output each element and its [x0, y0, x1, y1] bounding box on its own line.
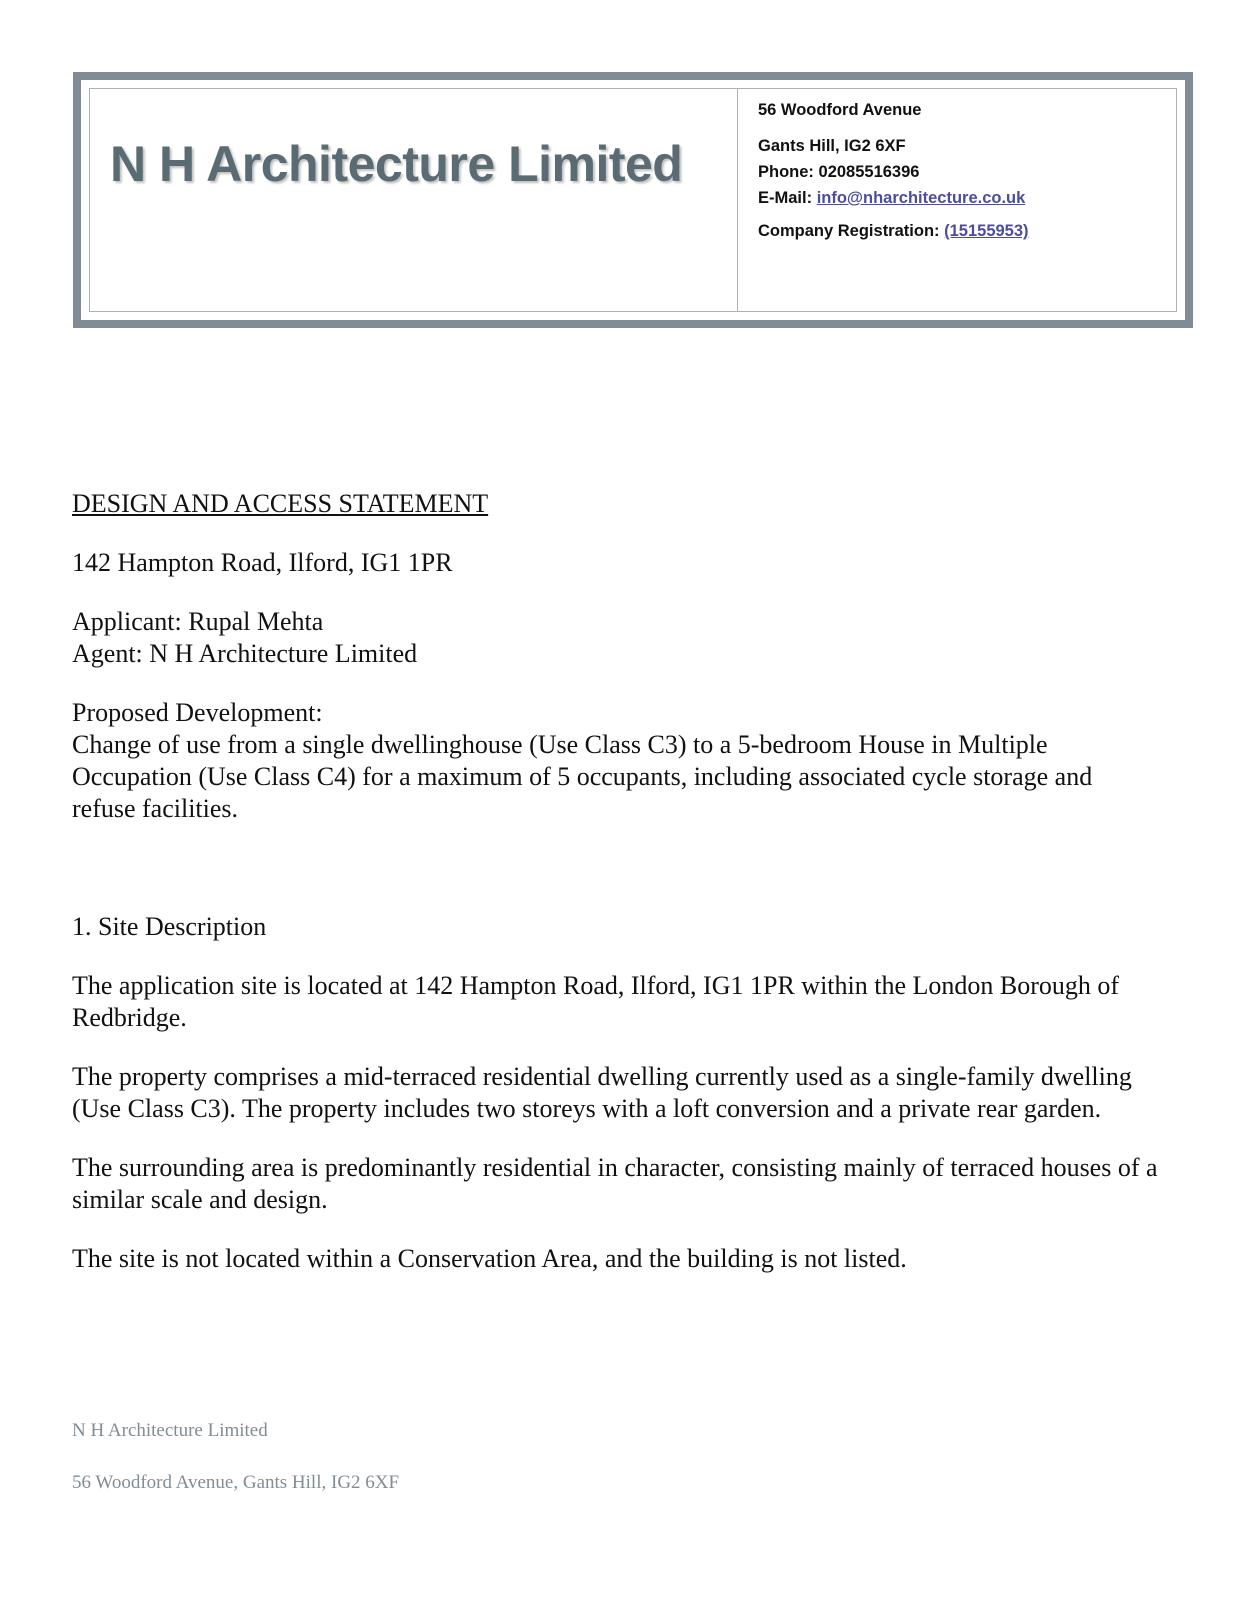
proposed-development-label: Proposed Development: — [72, 698, 323, 727]
street-address: 56 Woodford Avenue — [758, 101, 922, 119]
phone-number: 02085516396 — [818, 163, 920, 181]
agent-line: Agent: N H Architecture Limited — [72, 639, 418, 668]
letterhead-table — [89, 88, 1177, 312]
registration-label: Company Registration: — [758, 222, 940, 240]
footer-address: 56 Woodford Avenue, Gants Hill, IG2 6XF — [72, 1472, 400, 1493]
paragraph: The surrounding area is predominantly residential in character, consisting mainly of terraced houses of a similar scale and design. — [72, 1153, 1158, 1214]
document-body — [72, 488, 1162, 1302]
proposed-development-text: Change of use from a single dwellinghouse (Use Class C3) to a 5-bedroom House in Multiple Occupation (Use Class C4) for a maximum of 5 occupants, including associated cycle storage and refuse facilities. — [72, 730, 1093, 823]
paragraph: The property comprises a mid-terraced residential dwelling currently used as a single-family dwelling (Use Class C3). The property includes two storeys with a loft conversion and a private rear garden. — [72, 1062, 1132, 1123]
contact-details — [738, 89, 1176, 311]
phone-label: Phone: — [758, 163, 814, 181]
site-address: 142 Hampton Road, Ilford, IG1 1PR — [72, 548, 453, 577]
registration-line — [758, 222, 1176, 241]
brand-cell — [90, 89, 738, 311]
document-title: DESIGN AND ACCESS STATEMENT — [72, 489, 489, 518]
email-line — [758, 189, 1176, 208]
phone-line — [758, 163, 1176, 182]
applicant-line: Applicant: Rupal Mehta — [72, 607, 324, 636]
footer-company: N H Architecture Limited — [72, 1420, 268, 1441]
section-heading: 1. Site Description — [72, 912, 267, 941]
email-label: E-Mail: — [758, 189, 813, 207]
paragraph: The site is not located within a Conservation Area, and the building is not listed. — [72, 1244, 907, 1273]
area-postcode: Gants Hill, IG2 6XF — [758, 137, 906, 155]
email-link[interactable]: info@nharchitecture.co.uk — [816, 189, 1026, 207]
letterhead — [73, 72, 1193, 328]
paragraph: The application site is located at 142 Hampton Road, Ilford, IG1 1PR within the London Borough of Redbridge. — [72, 971, 1120, 1032]
registration-link[interactable]: (15155953) — [944, 222, 1029, 240]
company-name: N H Architecture Limited — [110, 136, 683, 192]
